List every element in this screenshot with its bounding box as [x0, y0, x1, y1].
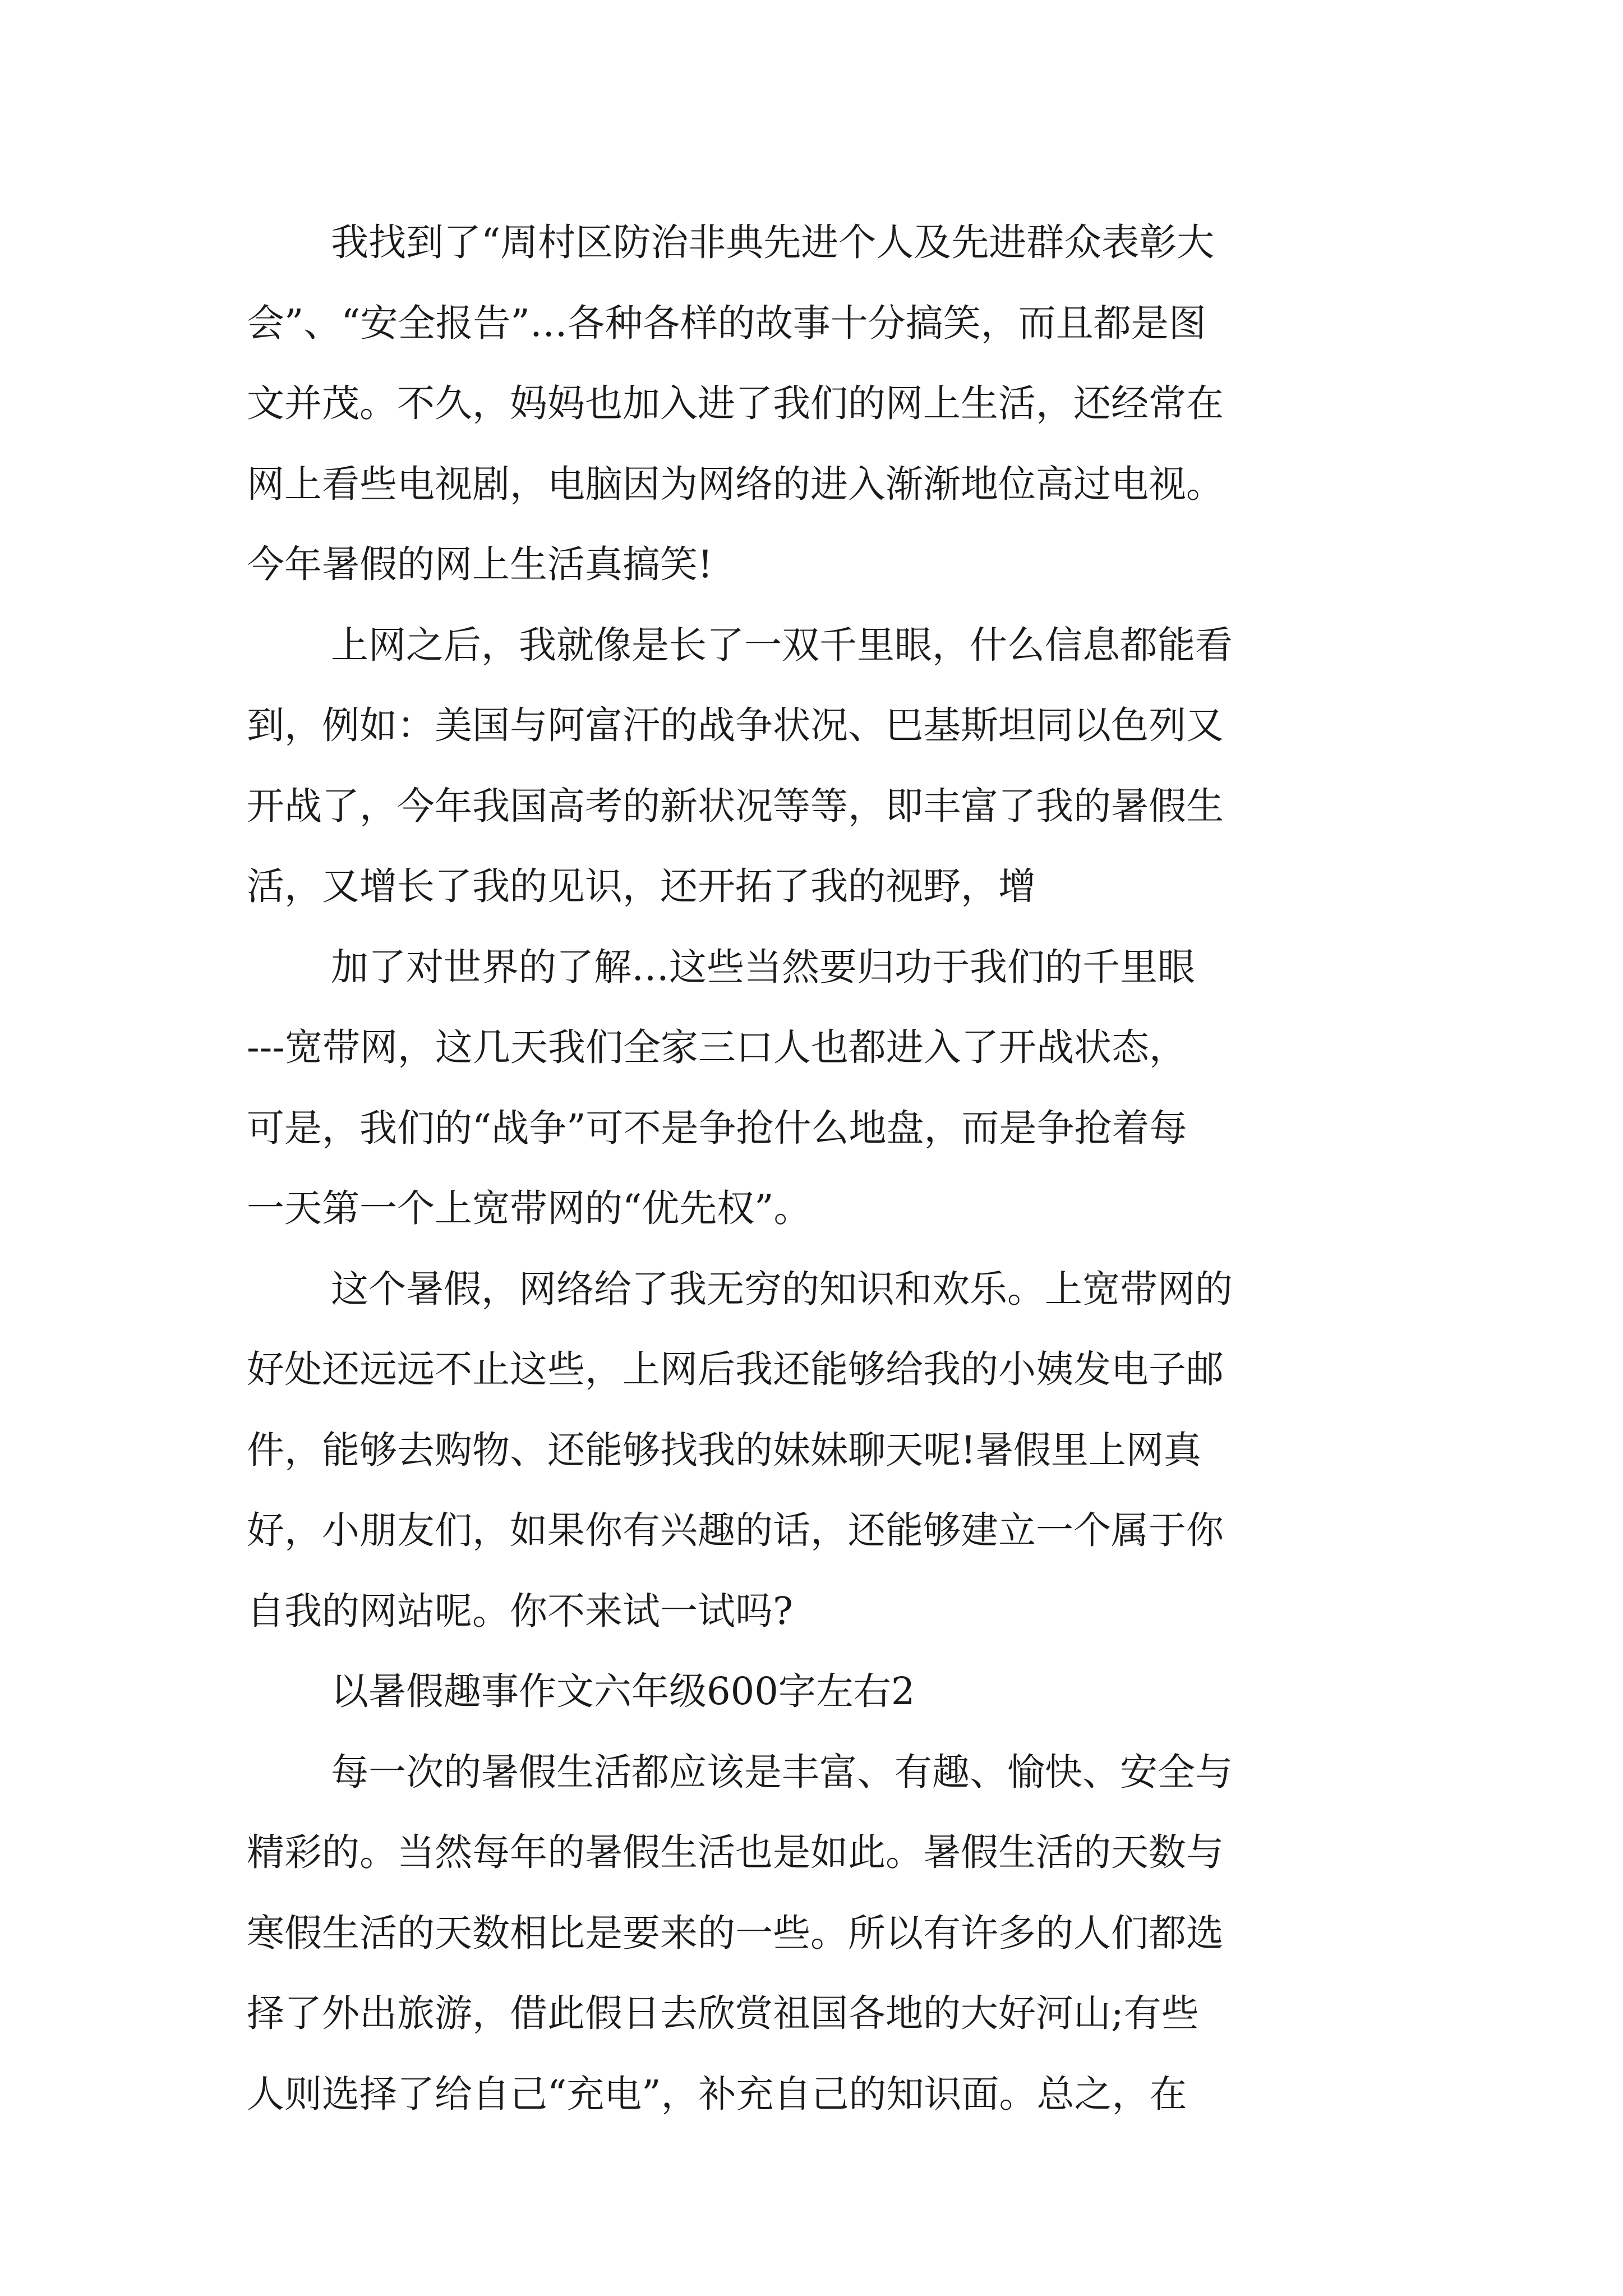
text-line: 我找到了“周村区防治非典先进个人及先进群众表彰大 [331, 220, 1215, 264]
text-line: 好，小朋友们，如果你有兴趣的话，还能够建立一个属于你 [247, 1508, 1224, 1552]
text-line: 精彩的。当然每年的暑假生活也是如此。暑假生活的天数与 [247, 1830, 1224, 1874]
text-line: 好处还远远不止这些，上网后我还能够给我的小姨发电子邮 [247, 1347, 1224, 1391]
text-line: 活，又增长了我的见识，还开拓了我的视野，增 [247, 864, 1036, 908]
text-line: 寒假生活的天数相比是要来的一些。所以有许多的人们都选 [247, 1911, 1224, 1955]
text-line: 人则选择了给自己“充电”，补充自己的知识面。总之，在 [247, 2072, 1187, 2116]
text-line: 这个暑假，网络给了我无穷的知识和欢乐。上宽带网的 [331, 1267, 1233, 1311]
text-line: 可是，我们的“战争”可不是争抢什么地盘，而是争抢着每 [247, 1106, 1187, 1150]
text-line: 择了外出旅游，借此假日去欣赏祖国各地的大好河山;有些 [247, 1991, 1199, 2035]
text-line: 网上看些电视剧，电脑因为网络的进入渐渐地位高过电视。 [247, 462, 1224, 506]
text-line: 件，能够去购物、还能够找我的妹妹聊天呢!暑假里上网真 [247, 1428, 1201, 1472]
text-line: 到，例如：美国与阿富汗的战争状况、巴基斯坦同以色列又 [247, 703, 1224, 747]
text-line: 加了对世界的了解…这些当然要归功于我们的千里眼 [331, 945, 1195, 989]
text-line: 每一次的暑假生活都应该是丰富、有趣、愉快、安全与 [331, 1750, 1233, 1794]
text-line: 会”、“安全报告”…各种各样的故事十分搞笑，而且都是图 [247, 301, 1206, 345]
text-line: 开战了，今年我国高考的新状况等等，即丰富了我的暑假生 [247, 784, 1224, 828]
text-line: 自我的网站呢。你不来试一试吗? [247, 1589, 793, 1633]
text-line: 文并茂。不久，妈妈也加入进了我们的网上生活，还经常在 [247, 381, 1224, 425]
section-heading: 以暑假趣事作文六年级600字左右2 [331, 1669, 915, 1713]
text-line: ---宽带网，这几天我们全家三口人也都进入了开战状态， [247, 1025, 1187, 1069]
text-line: 今年暑假的网上生活真搞笑! [247, 542, 713, 586]
text-line: 一天第一个上宽带网的“优先权”。 [247, 1186, 811, 1230]
text-line: 上网之后，我就像是长了一双千里眼，什么信息都能看 [331, 623, 1233, 667]
